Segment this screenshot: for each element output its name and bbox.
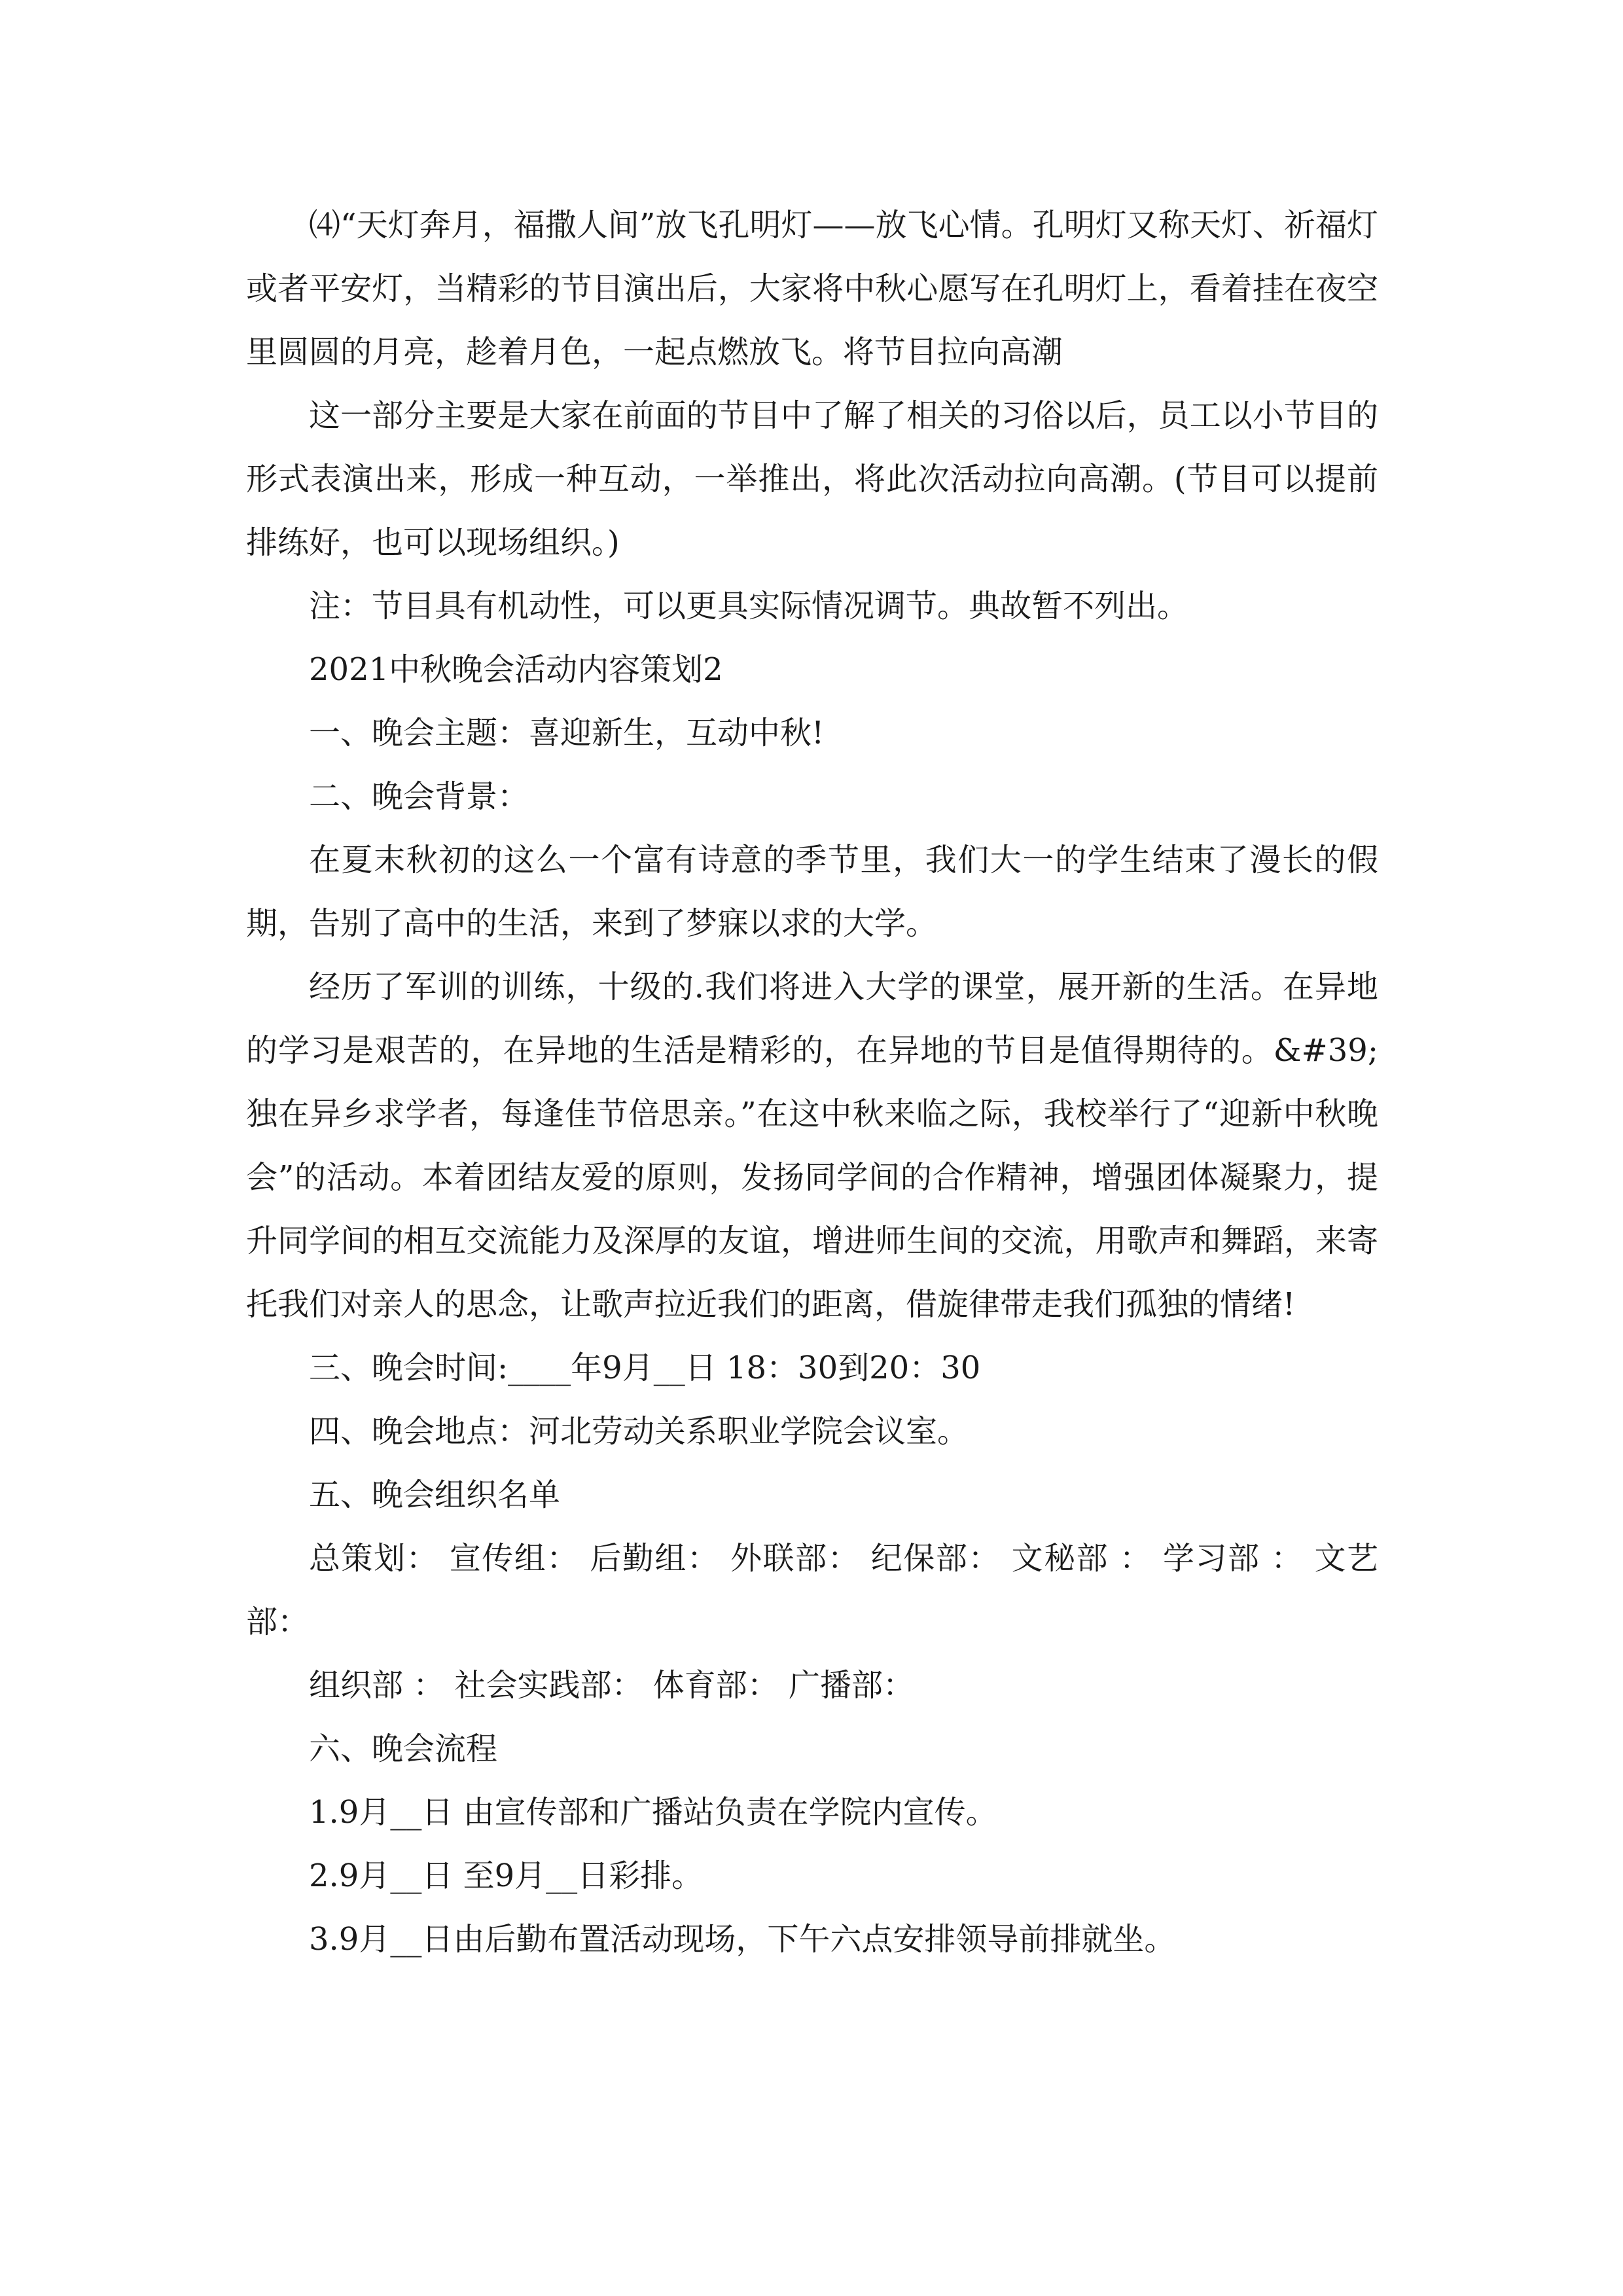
paragraph-background-heading: 二、晚会背景： xyxy=(309,778,529,815)
paragraph-theme: 一、晚会主题：喜迎新生，互动中秋! xyxy=(309,715,825,751)
process-step-3: 3.9月__日由后勤布置活动现场，下午六点安排领导前排就坐。 xyxy=(309,1921,1176,1958)
paragraph-location: 四、晚会地点：河北劳动关系职业学院会议室。 xyxy=(309,1413,969,1450)
paragraph-process-heading: 六、晚会流程 xyxy=(309,1731,498,1767)
paragraph-background-2: 经历了军训的训练，十级的.我们将进入大学的课堂，展开新的生活。在异地的学习是艰苦的，在异地的生活是精彩的，在异地的节目是值得期待的。&#39;独在异乡求学者，每逢佳节倍思亲。”在这中秋来临之际，我校举行了“迎新中秋晚会”的活动。本着团结友爱的原则，发扬同学间的合作精神，增强团体凝聚力，提升同学间的相互交流能力及深厚的友谊，增进师生间的交流，用歌声和舞蹈，来寄托我们对亲人的思念，让歌声拉近我们的距离，借旋律带走我们孤独的情绪! xyxy=(246,969,1378,1323)
paragraph-background-1: 在夏末秋初的这么一个富有诗意的季节里，我们大一的学生结束了漫长的假期，告别了高中的生活，来到了梦寐以求的大学。 xyxy=(246,842,1378,942)
paragraph-sky-lantern: ⑷“天灯奔月，福撒人间”放飞孔明灯——放飞心情。孔明灯又称天灯、祈福灯或者平安灯，当精彩的节目演出后，大家将中秋心愿写在孔明灯上，看着挂在夜空里圆圆的月亮，趁着月色，一起点燃放飞。将节目拉向高潮 xyxy=(246,207,1378,370)
paragraph-organization-list-2: 组织部 ： 社会实践部： 体育部： 广播部： xyxy=(309,1667,915,1704)
section-title: 2021中秋晚会活动内容策划2 xyxy=(309,651,723,688)
process-step-2: 2.9月__日 至9月__日彩排。 xyxy=(309,1857,704,1894)
paragraph-interaction: 这一部分主要是大家在前面的节目中了解了相关的习俗以后，员工以小节目的形式表演出来，形成一种互动，一举推出，将此次活动拉向高潮。(节目可以提前排练好，也可以现场组织。) xyxy=(246,397,1378,561)
paragraph-organization-list-1: 总策划： 宣传组： 后勤组： 外联部： 纪保部： 文秘部 ： 学习部 ： 文艺部： xyxy=(246,1540,1378,1640)
document-body xyxy=(246,194,1378,1971)
paragraph-note: 注：节目具有机动性，可以更具实际情况调节。典故暂不列出。 xyxy=(309,588,1189,624)
process-step-1: 1.9月__日 由宣传部和广播站负责在学院内宣传。 xyxy=(309,1794,997,1831)
paragraph-time: 三、晚会时间:____年9月__日 18：30到20：30 xyxy=(309,1350,981,1386)
paragraph-organization-heading: 五、晚会组织名单 xyxy=(309,1477,561,1513)
